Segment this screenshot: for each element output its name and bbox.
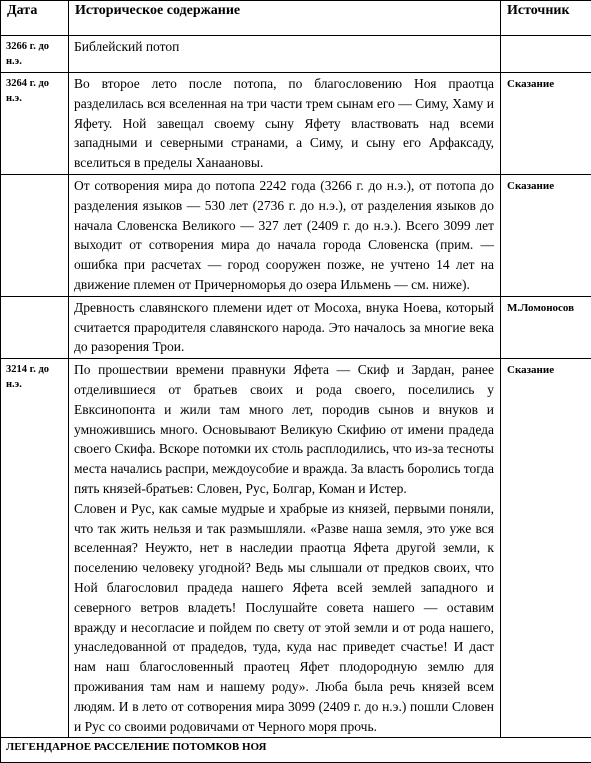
row-paragraph: Древность славянского племени идет от Мосоха, внука Ноева, который считается прародителя славянского народа. Это началось за многие века до разорения Трои. [74, 298, 494, 357]
row-content [69, 73, 501, 175]
table-row [1, 359, 591, 738]
row-paragraph: Словен и Рус, как самые мудрые и храбрые из князей, первыми поняли, что так жить нельзя и так размышляли. «Разве наша земля, это уже вся вселенная? Неужто, нет в наследии праотца Яфета другой земли, к поселению человеку угодной? Ведь мы слышали от предков своих, что Ной благословил прадеда нашего Яфета всей землей западного и северного ветров владеть! Послушайте совета нашего — оставим вражду и несогласие и пойдем по свету от этой земли и от рода нашего, унаследованной от прадедов, туда, куда нас приведет счастье! И даст нам наш благословенный праотец Яфет плодородную землю для проживания там нам и нашему роду». Люба была речь князей всем людям. И в лето от сотворения мира 3099 (2409 г. до н.э.) пошли Словен и Рус со своими родовичами от Черного моря прочь. [74, 499, 494, 737]
row-source: Сказание [501, 174, 591, 296]
header-row [1, 1, 591, 36]
row-date: 3266 г. до н.э. [1, 36, 69, 73]
row-content [69, 359, 501, 738]
row-paragraph: От сотворения мира до потопа 2242 года (3266 г. до н.э.), от потопа до разделения языков — 530 лет (2736 г. до н.э.), от разделения языков до начала Словенска Великого — 327 лет (2409 г. до н.э.). Всего 3099 лет выходит от сотворения мира до начала города Словенска (прим. — ошибка при расчетах — город сооружен позже, не учтено 14 лет на движение племен от Причерноморья до озера Ильмень — см. ниже). [74, 176, 494, 295]
row-date [1, 174, 69, 296]
row-source: М.Ломоносов [501, 296, 591, 358]
footer-row [1, 738, 591, 763]
row-source [501, 36, 591, 73]
row-paragraph: Во второе лето после потопа, по благословению Ноя праотца разделилась вся вселенная на три части трем сынам его — Симу, Хаму и Яфету. Ной завещал своему сыну Яфету властвовать над всеми западными и северными странами, а Симу, и сыну его Арфаксаду, вселиться в пределы Ханаановы. [74, 74, 494, 173]
row-date [1, 296, 69, 358]
footer-caption: ЛЕГЕНДАРНОЕ РАССЕЛЕНИЕ ПОТОМКОВ НОЯ [1, 738, 591, 763]
header-date: Дата [1, 1, 69, 36]
row-source: Сказание [501, 359, 591, 738]
table-row [1, 174, 591, 296]
row-date: 3264 г. до н.э. [1, 73, 69, 175]
row-source: Сказание [501, 73, 591, 175]
table-row [1, 296, 591, 358]
header-content: Историческое содержание [69, 1, 501, 36]
row-content [69, 36, 501, 73]
header-source: Источник [501, 1, 591, 36]
row-content [69, 174, 501, 296]
row-date: 3214 г. до н.э. [1, 359, 69, 738]
table-row [1, 73, 591, 175]
row-content [69, 296, 501, 358]
row-paragraph: Библейский потоп [74, 37, 494, 57]
table-row [1, 36, 591, 73]
row-paragraph: По прошествии времени правнуки Яфета — Скиф и Зардан, ранее отделившиеся от братьев своих и рода своего, поселились у Евксинопонта и жили там много лет, породив сынов и внуков и умножившись много. Основывают Великую Скифию от имени прадеда своего Скифа. Вскоре потомки их столь расплодились, что из-за тесноты места начались распри, междоусобие и вражда. За власть боролись тогда пять князей-братьев: Словен, Рус, Болгар, Коман и Истер. [74, 360, 494, 499]
